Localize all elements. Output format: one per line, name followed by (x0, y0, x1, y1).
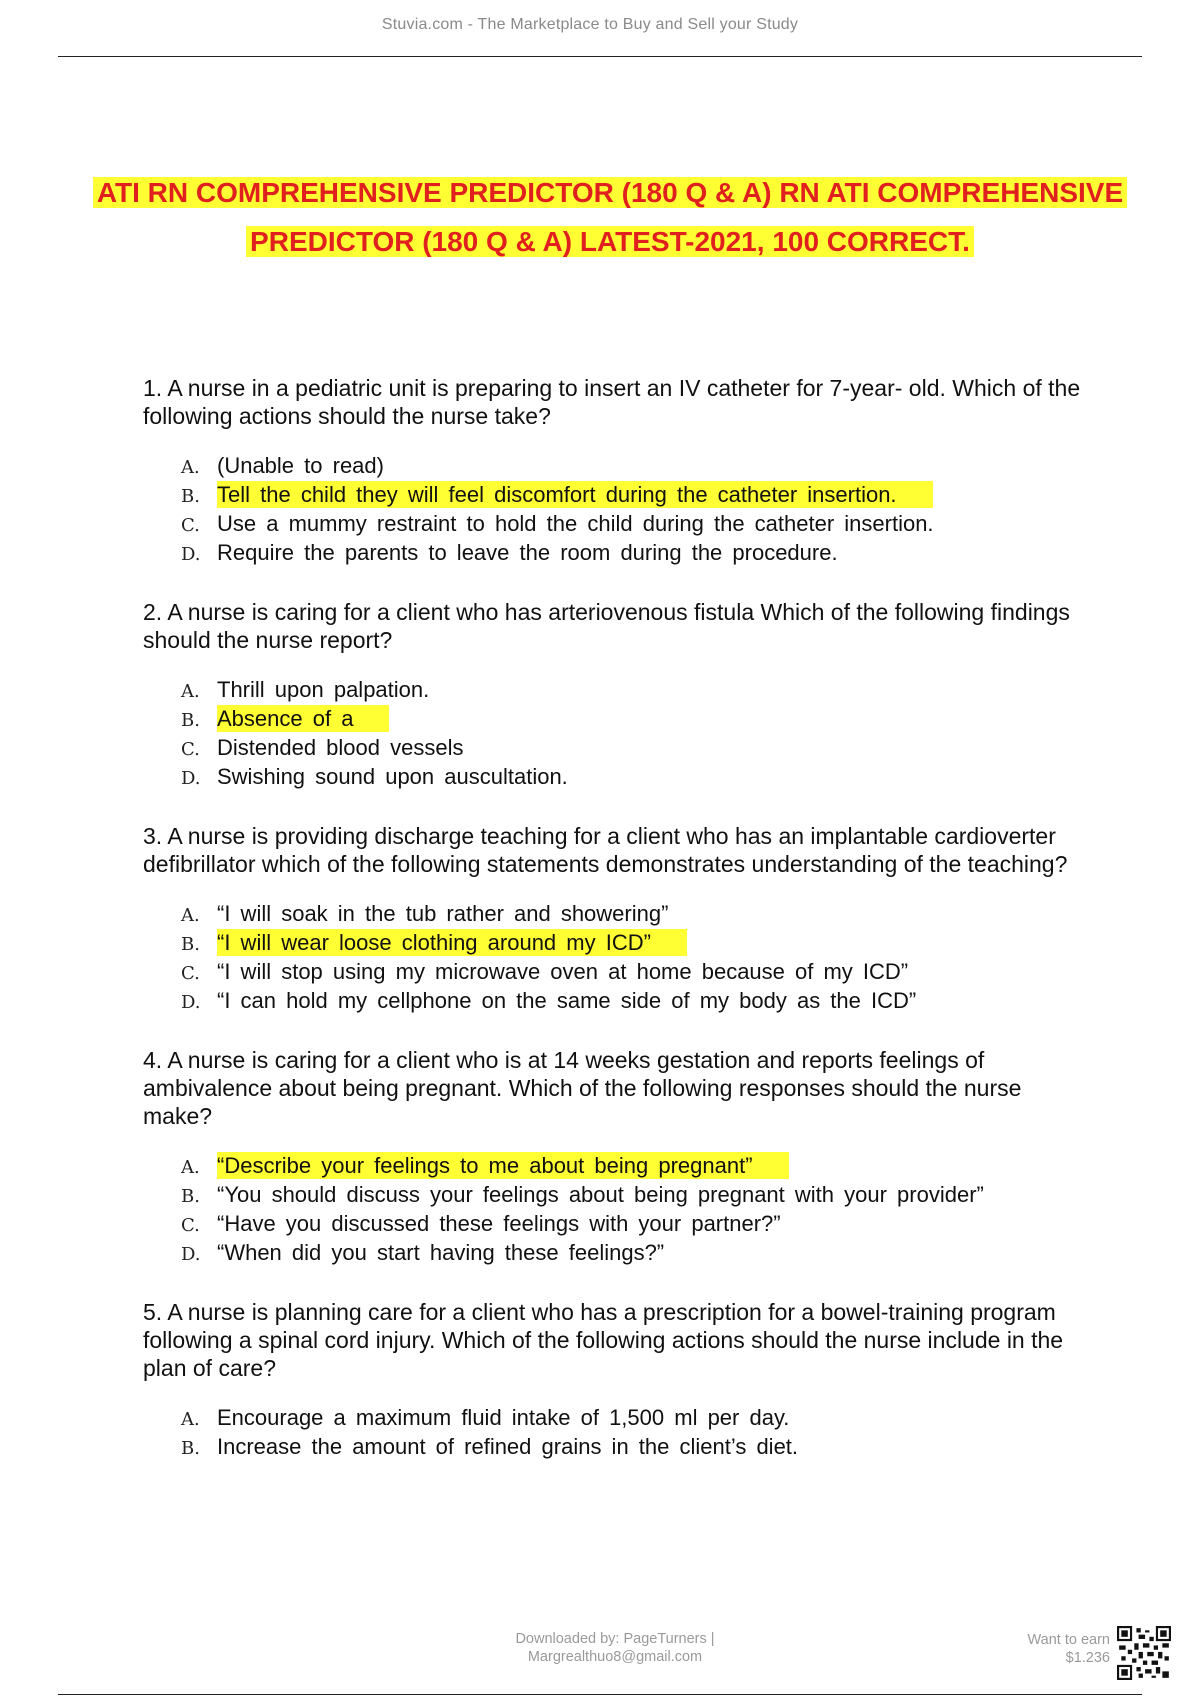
option-b (181, 1433, 1093, 1462)
option-a (181, 1404, 1093, 1433)
site-header: Stuvia.com - The Marketplace to Buy and Sell your Study (381, 16, 799, 33)
option-text-highlighted: “I will wear loose clothing around my ICD” (217, 929, 687, 956)
question-number: 1. (143, 375, 163, 401)
option-d (181, 987, 1093, 1016)
option-text: (Unable to read) (217, 453, 384, 478)
question-4 (143, 1046, 1093, 1268)
option-letter: D. (181, 992, 201, 1013)
option-letter: C. (181, 1215, 200, 1236)
qr-code-icon[interactable] (1117, 1626, 1171, 1680)
question-text: A nurse is caring for a client who is at 14 weeks gestation and reports feelings of ambivalence about being pregnant. Which of the following responses should the nurse make? (143, 1047, 1022, 1129)
option-d (181, 763, 1093, 792)
option-d (181, 1239, 1093, 1268)
question-number: 3. (143, 823, 163, 849)
option-text-highlighted: “Describe your feelings to me about being pregnant” (217, 1152, 789, 1179)
option-letter: B. (181, 1438, 200, 1459)
question-5 (143, 1298, 1093, 1462)
download-email: Margrealthuo8@gmail.com (527, 1649, 703, 1665)
option-text: Swishing sound upon auscultation. (217, 764, 568, 789)
option-b (181, 481, 1093, 510)
option-letter: D. (181, 544, 201, 565)
option-letter: A. (181, 681, 200, 702)
option-text-highlighted: Tell the child they will feel discomfort during the catheter insertion. (217, 481, 933, 508)
option-text: “I will soak in the tub rather and showering” (217, 901, 669, 926)
option-letter: A. (181, 457, 200, 478)
option-text: “You should discuss your feelings about being pregnant with your provider” (217, 1182, 984, 1207)
title-line-1: ATI RN COMPREHENSIVE PREDICTOR (180 Q & A) RN ATI COMPREHENSIVE (93, 177, 1127, 208)
option-a (181, 676, 1093, 705)
option-list (181, 1404, 1093, 1462)
option-letter: B. (181, 1186, 200, 1207)
download-info (440, 1630, 790, 1666)
option-text: Use a mummy restraint to hold the child during the catheter insertion. (217, 511, 934, 536)
option-c (181, 510, 1093, 539)
option-text-highlighted: Absence of a (217, 705, 389, 732)
option-text: “Have you discussed these feelings with your partner?” (217, 1211, 781, 1236)
option-b (181, 1181, 1093, 1210)
question-stem (143, 1046, 1093, 1130)
question-stem (143, 374, 1093, 430)
question-stem (143, 822, 1093, 878)
question-number: 2. (143, 599, 163, 625)
option-text: Encourage a maximum fluid intake of 1,500 ml per day. (217, 1405, 790, 1430)
option-letter: C. (181, 515, 200, 536)
option-text: “I will stop using my microwave oven at home because of my ICD” (217, 959, 909, 984)
option-a (181, 1152, 1093, 1181)
option-text: Distended blood vessels (217, 735, 464, 760)
question-text: A nurse is providing discharge teaching for a client who has an implantable cardioverter defibrillator which of the following statements demonstrates understanding of the teaching? (143, 823, 1068, 877)
earn-promo-line-2: $1.236 (1065, 1650, 1110, 1666)
question-stem (143, 1298, 1093, 1382)
question-text: A nurse in a pediatric unit is preparing to insert an IV catheter for 7-year- old. Which of the following actions should the nurse take? (143, 375, 1081, 429)
header-rule (58, 56, 1142, 57)
question-1 (143, 374, 1093, 568)
question-text: A nurse is planning care for a client who has a prescription for a bowel-training program following a spinal cord injury. Which of the following actions should the nurse include in the plan of care? (143, 1299, 1064, 1381)
option-c (181, 958, 1093, 987)
option-letter: B. (181, 934, 200, 955)
question-3 (143, 822, 1093, 1016)
option-b (181, 929, 1093, 958)
option-text: Increase the amount of refined grains in the client’s diet. (217, 1434, 799, 1459)
option-list (181, 900, 1093, 1016)
question-number: 5. (143, 1299, 163, 1325)
option-letter: B. (181, 710, 200, 731)
option-list (181, 1152, 1093, 1268)
question-text: A nurse is caring for a client who has arteriovenous fistula Which of the following findings should the nurse report? (143, 599, 1070, 653)
option-a (181, 452, 1093, 481)
option-letter: C. (181, 739, 200, 760)
question-number: 4. (143, 1047, 163, 1073)
option-text: “When did you start having these feelings?” (217, 1240, 665, 1265)
earn-promo[interactable] (960, 1631, 1110, 1667)
question-list (143, 374, 1093, 1492)
option-b (181, 705, 1093, 734)
document-title (60, 168, 1160, 266)
question-stem (143, 598, 1093, 654)
option-c (181, 1210, 1093, 1239)
option-list (181, 676, 1093, 792)
option-text: “I can hold my cellphone on the same side of my body as the ICD” (217, 988, 917, 1013)
question-2 (143, 598, 1093, 792)
option-letter: A. (181, 1157, 200, 1178)
option-text: Thrill upon palpation. (217, 677, 430, 702)
option-c (181, 734, 1093, 763)
option-list (181, 452, 1093, 568)
option-letter: A. (181, 1409, 200, 1430)
option-letter: B. (181, 486, 200, 507)
option-letter: D. (181, 1244, 201, 1265)
option-letter: C. (181, 963, 200, 984)
earn-promo-line-1: Want to earn (1027, 1632, 1110, 1648)
option-a (181, 900, 1093, 929)
downloaded-by-text: Downloaded by: PageTurners | (515, 1631, 715, 1647)
option-text: Require the parents to leave the room during the procedure. (217, 540, 838, 565)
option-letter: A. (181, 905, 200, 926)
footer-rule (58, 1694, 1142, 1695)
option-d (181, 539, 1093, 568)
title-line-2: PREDICTOR (180 Q & A) LATEST-2021, 100 CORRECT. (246, 226, 974, 257)
option-letter: D. (181, 768, 201, 789)
